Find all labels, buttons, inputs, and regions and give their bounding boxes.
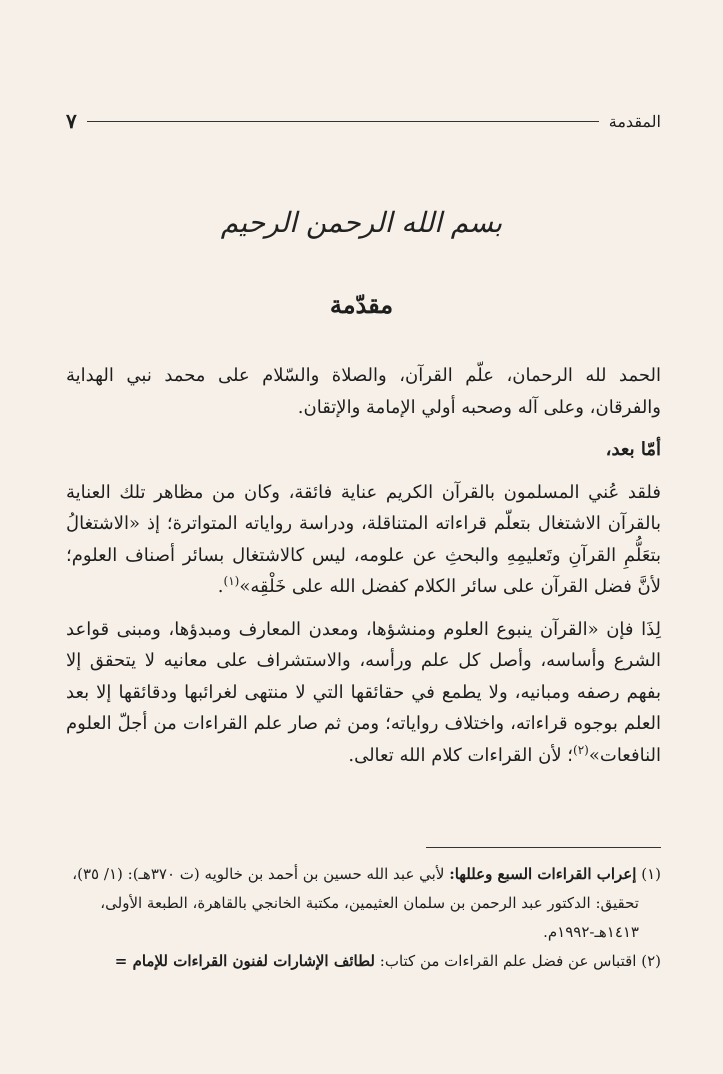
paragraph-1: الحمد لله الرحمان، علّم القرآن، والصلاة والسّلام على محمد نبي الهداية والفرقان، وعلى آله وصحبه أولي الإمامة والإتقان. [66, 365, 661, 418]
footnote-1-citation: لأبي عبد الله حسين بن أحمد بن خالويه (ت ٣٧٠هـ): (١/ ٣٥)، [72, 865, 445, 883]
footnote-1 [66, 860, 661, 889]
page-header [66, 108, 661, 134]
header-rule [87, 121, 599, 122]
paragraph-4-text: لِذَا فإن «القرآن ينبوع العلوم ومنشؤها، ومعدن المعارف ومبدؤها، ومبنى قواعد الشرع وأساسه، وأصل كل علم ورأسه، والاستشراف على معانيه لا يتحقق إلا بفهم رصفه ومبانيه، ولا يطمع في حقائقها التي لا منتهى لغرائبها ودقائقها إلا بعد العلم بوجوه قراءاته، واختلاف رواياته؛ ومن ثم صار علم القراءات من أجلّ العلوم النافعات» [66, 618, 661, 766]
paragraph-4 [66, 614, 661, 772]
section-title: مقدّمة [329, 290, 394, 319]
footnotes [66, 860, 661, 976]
footnote-2-book-title: لطائف الإشارات لفنون القراءات للإمام = [114, 952, 375, 970]
page-number: ٧ [66, 109, 77, 133]
footnote-1-number: (١) [641, 865, 661, 883]
paragraph-3-text: فلقد عُني المسلمون بالقرآن الكريم عناية فائقة، وكان من مظاهر تلك العناية بالقرآن الاشتغال بتعلّم قراءاته المتناقلة، ودراسة رواياته المتواترة؛ إذ «الاشتغالُ بتعَلُّمِ القرآنِ وتَعليمِهِ والبحثِ عن علومه، ليس كالاشتغال بسائر أصناف العلوم؛ لأنَّ فضل القرآن على سائر الكلام كفضل الله على خَلْقِه» [66, 481, 661, 597]
footnote-ref-1: (١) [223, 574, 240, 588]
footnote-1-book-title: إعراب القراءات السبع وعللها: [449, 865, 637, 883]
footnote-ref-2: (٢) [573, 742, 589, 757]
basmala-calligraphy: بسم الله الرحمن الرحيم [220, 206, 503, 239]
paragraph-3-end: . [217, 576, 224, 597]
footnote-1-line-2: تحقيق: الدكتور عبد الرحمن بن سلمان العثيمين، مكتبة الخانجي بالقاهرة، الطبعة الأولى، [100, 894, 639, 912]
footnote-2-number: (٢) [641, 952, 661, 970]
footnote-separator [426, 847, 661, 848]
paragraph-4-end: ؛ لأن القراءات كلام الله تعالى. [348, 744, 574, 766]
running-title: المقدمة [608, 111, 661, 131]
footnote-2 [66, 947, 661, 976]
body-text [66, 360, 661, 771]
paragraph-2: أمّا بعد، [605, 439, 661, 460]
footnote-2-text: اقتباس عن فضل علم القراءات من كتاب: [379, 952, 637, 970]
paragraph-3 [66, 477, 661, 603]
footnote-1-line-3: ١٤١٣هـ-١٩٩٢م. [543, 923, 639, 941]
